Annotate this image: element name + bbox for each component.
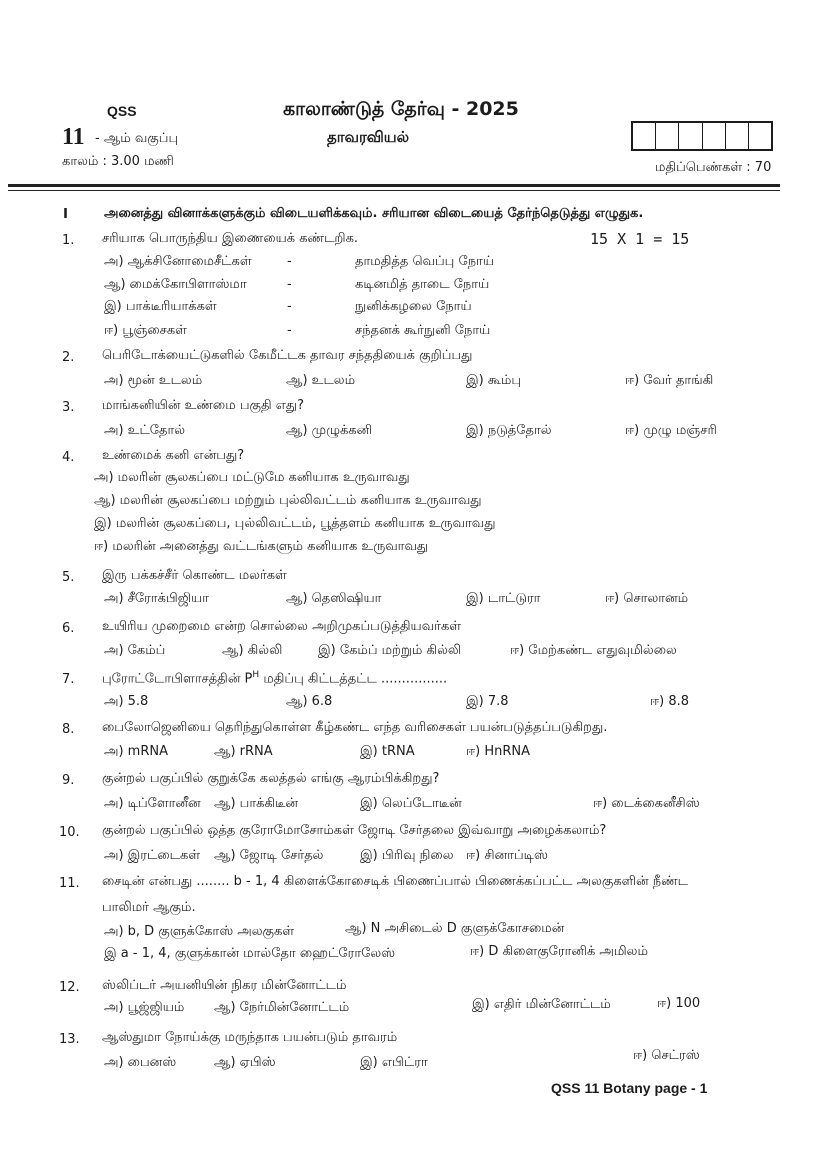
header-rule-bottom <box>8 190 780 191</box>
match-right-3: நுனிக்கழலை நோய் <box>355 299 472 314</box>
option-b: ஆ) rRNA <box>214 744 273 759</box>
option-d: ஈ) டைக்கைனீசிஸ் <box>593 796 700 811</box>
question-text: இரு பக்கச்சீர் கொண்ட மலர்கள் <box>102 568 287 583</box>
question-number: 4. <box>62 450 75 465</box>
grade-suffix: - ஆம் வகுப்பு <box>95 131 179 146</box>
question-text: குன்றல் பகுப்பில் ஒத்த குரோமோசோம்கள் ஜோடி சேர்தலை இவ்வாறு அழைக்கலாம்? <box>102 823 607 838</box>
question-number: 8. <box>62 722 75 737</box>
question-text: பெரிடோக்யைட்டுகளில் கேமீட்டக தாவர சந்ததியைக் குறிப்பது <box>102 348 473 363</box>
option-a: அ) உட்தோல் <box>104 423 186 438</box>
option-d: ஈ) HnRNA <box>466 744 531 759</box>
option-c: இ) கேம்ப் மற்றும் கில்லி <box>318 643 462 658</box>
question-number: 7. <box>62 672 75 687</box>
question-text: மாங்கனியின் உண்மை பகுதி எது? <box>102 398 305 413</box>
question-text: ஆஸ்துமா நோய்க்கு மருந்தாக பயன்படும் தாவரம் <box>102 1030 398 1045</box>
question-number: 9. <box>62 773 75 788</box>
option-c: இ) மலரின் சூலகப்பை, புல்லிவட்டம், பூத்தளம் கனியாக உருவாவது <box>94 516 496 531</box>
option-a: அ) சீரோக்பிஜியா <box>104 591 209 606</box>
option-c: இ) tRNA <box>360 744 415 759</box>
register-number-box[interactable] <box>631 121 773 151</box>
question-text: ஸ்லிப்டர் அயனியின் நிகர மின்னோட்டம் <box>102 978 347 993</box>
option-c: இ) பிரிவு நிலை <box>360 848 454 863</box>
option-a: அ) பூஜ்ஜியம் <box>104 1000 185 1015</box>
option-b: ஆ) பாக்கிடீன் <box>214 796 299 811</box>
option-b: ஆ) கில்லி <box>222 643 283 658</box>
match-dash: - <box>287 254 292 269</box>
section-number: I <box>63 206 69 222</box>
option-b: ஆ) தெஸிஷியா <box>286 591 382 606</box>
match-left-1: அ) ஆக்சினோமைசீட்கள் <box>104 254 252 269</box>
question-text: பைலோஜெனியை தெரிந்துகொள்ள கீழ்கண்ட எந்த வரிசைகள் பயன்படுத்தப்படுகிறது. <box>102 720 608 735</box>
section-marks: 15 X 1 = 15 <box>590 230 690 248</box>
option-b: ஆ) ஏபிஸ் <box>214 1055 276 1070</box>
option-a: அ) மூன் உடலம் <box>104 373 203 388</box>
page-footer: QSS 11 Botany page - 1 <box>551 1080 708 1096</box>
option-a: அ) மலரின் சூலகப்பை மட்டுமே கனியாக உருவாவது <box>94 470 410 485</box>
max-marks: மதிப்பெண்கள் : 70 <box>655 160 772 175</box>
subject-title: தாவரவியல் <box>327 128 410 146</box>
option-c: இ a - 1, 4, குளுக்கான் மால்தோ ஹைட்ரோலேஸ் <box>104 946 396 961</box>
option-d: ஈ) சொலானம் <box>605 591 689 606</box>
match-right-4: சந்தனக் கூர்நுனி நோய் <box>355 323 491 338</box>
question-text: உண்மைக் கனி என்பது? <box>102 448 245 463</box>
option-b: ஆ) மலரின் சூலகப்பை மற்றும் புல்லிவட்டம் கனியாக உருவாவது <box>94 493 482 508</box>
option-a: அ) mRNA <box>104 744 168 759</box>
header-rule-top <box>8 184 780 187</box>
match-right-2: கடினமித் தாடை நோய் <box>355 277 490 292</box>
option-a: அ) பைனஸ் <box>104 1055 177 1070</box>
question-number: 12. <box>59 980 80 995</box>
option-b: ஆ) நேர்மின்னோட்டம் <box>214 1000 350 1015</box>
option-c: இ) டாட்டுரா <box>466 591 541 606</box>
option-c: இ) எபிட்ரா <box>360 1055 428 1070</box>
question-number: 11. <box>59 876 80 891</box>
option-d: ஈ) செட்ரஸ் <box>633 1048 700 1063</box>
match-left-2: ஆ) மைக்கோபிளாஸ்மா <box>104 277 247 292</box>
option-d: ஈ) முழு மஞ்சரி <box>625 423 717 438</box>
question-text: சரியாக பொருந்திய இணையைக் கண்டறிக. <box>102 231 359 246</box>
option-d: ஈ) வேர் தாங்கி <box>625 373 714 388</box>
option-c: இ) கூம்பு <box>466 373 522 388</box>
option-a: அ) 5.8 <box>104 694 149 709</box>
question-number: 5. <box>62 570 75 585</box>
question-number: 13. <box>59 1032 80 1047</box>
option-b: ஆ) 6.8 <box>286 694 333 709</box>
option-d: ஈ) சினாப்டிஸ் <box>466 848 548 863</box>
option-b: ஆ) முழுக்கனி <box>286 423 373 438</box>
option-a: அ) டிப்ளோனீன <box>104 796 201 811</box>
option-b: ஆ) ஜோடி சேர்தல் <box>214 848 324 863</box>
option-c: இ) நடுத்தோல் <box>466 423 552 438</box>
option-d: ஈ) 8.8 <box>650 694 690 709</box>
match-right-1: தாமதித்த வெப்பு நோய் <box>355 254 494 269</box>
option-d: ஈ) மலரின் அனைத்து வட்டங்களும் கனியாக உருவாவது <box>94 539 429 554</box>
question-number: 1. <box>62 233 75 248</box>
section-instruction: அனைத்து வினாக்களுக்கும் விடையளிக்கவும். சரியான விடையைத் தேர்ந்தெடுத்து எழுதுக. <box>104 206 644 221</box>
school-code: QSS <box>107 103 137 119</box>
question-text: குன்றல் பகுப்பில் குறுக்கே கலத்தல் எங்கு ஆரம்பிக்கிறது? <box>102 771 440 786</box>
question-text-continued: பாலிமர் ஆகும். <box>102 900 196 915</box>
question-text: உயிரிய முறைமை என்ற சொல்லை அறிமுகப்படுத்தியவர்கள் <box>102 619 461 634</box>
option-b: ஆ) N அசிடைல் D குளுக்கோசமைன் <box>345 921 565 936</box>
option-d: ஈ) D கிளைகுரோனிக் அமிலம் <box>470 944 648 959</box>
exam-duration: காலம் : 3.00 மணி <box>62 154 174 169</box>
question-text: சைடின் என்பது ........ b - 1, 4 கிளைக்கோசைடிக் பிணைப்பால் பிணைக்கப்பட்ட அலகுகளின் நீண்ட <box>102 874 689 889</box>
match-dash: - <box>287 299 292 314</box>
option-b: ஆ) உடலம் <box>286 373 356 388</box>
match-left-4: ஈ) பூஞ்சைகள் <box>104 323 187 338</box>
option-c: இ) எதிர் மின்னோட்டம் <box>472 997 611 1012</box>
option-a: அ) b, D குளுக்கோஸ் அலகுகள் <box>104 924 295 939</box>
option-c: இ) 7.8 <box>466 694 509 709</box>
question-number: 3. <box>62 400 75 415</box>
option-d: ஈ) 100 <box>657 996 701 1011</box>
option-a: அ) கேம்ப் <box>104 643 166 658</box>
question-number: 2. <box>62 350 75 365</box>
option-c: இ) லெப்டோடீன் <box>360 796 462 811</box>
match-dash: - <box>287 323 292 338</box>
match-left-3: இ) பாக்டீரியாக்கள் <box>104 299 217 314</box>
grade-number: 11 <box>62 124 85 150</box>
match-dash: - <box>287 277 292 292</box>
question-number: 10. <box>59 825 80 840</box>
exam-title: காலாண்டுத் தேர்வு - 2025 <box>283 98 519 120</box>
question-number: 6. <box>62 621 75 636</box>
option-d: ஈ) மேற்கண்ட எதுவுமில்லை <box>510 643 677 658</box>
question-text: புரோட்டோபிளாசத்தின் $P^H$ மதிப்பு கிட்டத்தட்ட ................ <box>102 670 448 687</box>
option-a: அ) இரட்டைகள் <box>104 848 201 863</box>
